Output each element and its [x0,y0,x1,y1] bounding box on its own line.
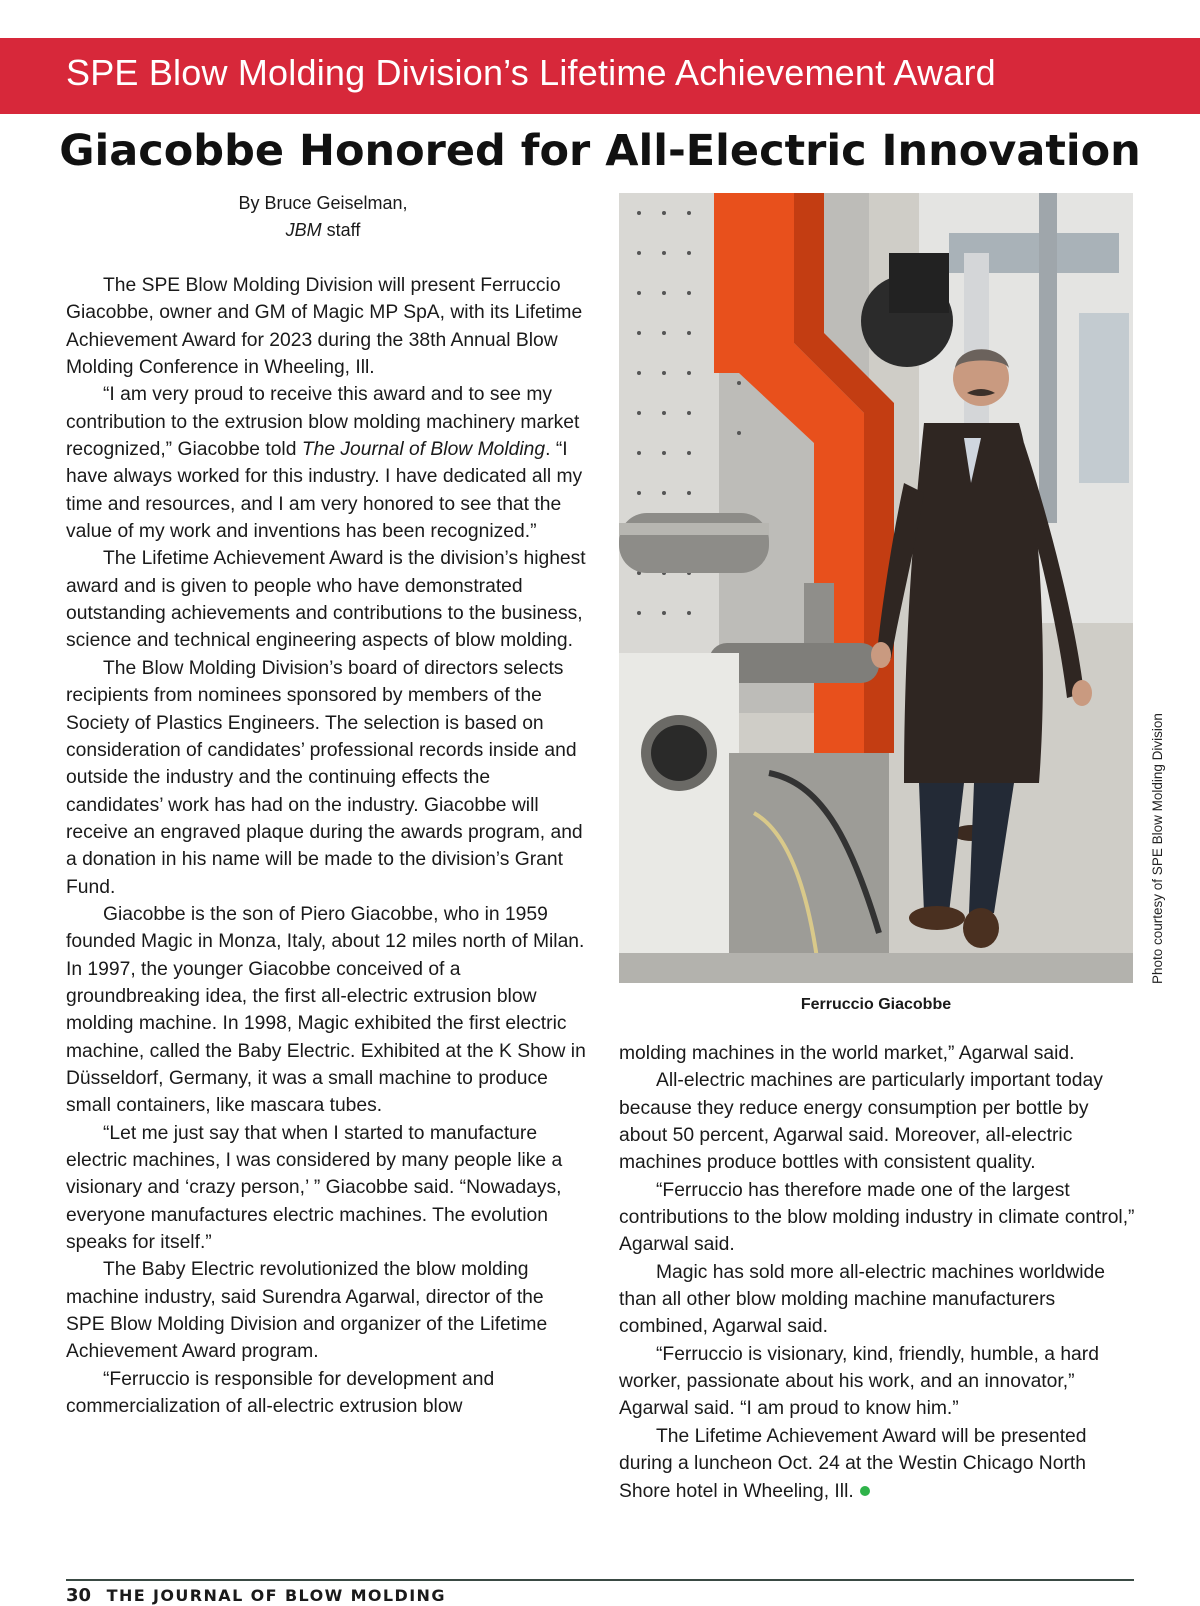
article-column-left [66,272,586,1420]
journal-title: THE JOURNAL OF BLOW MOLDING [106,1586,446,1605]
page-footer [66,1585,446,1606]
machine-photo-illustration [619,193,1133,983]
footer-divider [66,1579,1134,1581]
paragraph-text: . “I have always worked for this industry. I have dedicated all my time and resources, and I am very honored to see that the value of my work and inventions has been recognized.” [66,439,583,543]
paragraph: “Let me just say that when I started to manufacture electric machines, I was considered by many people like a visionary and ‘crazy person,’ ” Giacobbe said. “Nowadays, everyone manufactures electric machines. The evolution speaks for itself.” [66,1122,563,1254]
paragraph: “Ferruccio is responsible for development and commercialization of all-electric extrusion blow [66,1368,495,1418]
section-banner [0,38,1200,114]
paragraph-final [619,1423,1139,1505]
paragraph: The Baby Electric revolutionized the blow molding machine industry, said Surendra Agarwal, director of the SPE Blow Molding Division and organizer of the Lifetime Achievement Award program. [66,1259,548,1363]
paragraph-text: “I am very proud to receive this award and to see my contribution to the extrusion blow molding machinery market recognized,” Giacobbe told [66,384,580,461]
paragraph: The Blow Molding Division’s board of directors selects recipients from nominees sponsored by members of the Society of Plastics Engineers. The selection is based on consideration of candidates’ professional records inside and outside the industry and the continuing effects the candidates’ work has had on the industry. Giacobbe will receive an engraved plaque during the awards program, and a donation in his name will be made to the division’s Grant Fund. [66,657,583,898]
page-number: 30 [66,1585,92,1606]
byline-author: By Bruce Geiselman, [238,193,408,213]
byline-staff [200,217,446,244]
article-photo [619,193,1133,983]
article-headline: Giacobbe Honored for All-Electric Innovation [59,126,1141,176]
banner-text: SPE Blow Molding Division’s Lifetime Achievement Award [66,52,996,93]
article-column-right [619,1040,1139,1505]
photo-caption: Ferruccio Giacobbe [800,996,952,1013]
paragraph-text: The Lifetime Achievement Award will be presented during a luncheon Oct. 24 at the Westin Chicago North Shore hotel in Wheeling, Ill. [619,1425,1087,1502]
photo-credit: Photo courtesy of SPE Blow Molding Division [1150,713,1165,984]
paragraph: Giacobbe is the son of Piero Giacobbe, who in 1959 founded Magic in Monza, Italy, about 12 miles north of Milan. In 1997, the younger Giacobbe conceived of a groundbreaking idea, the first all-electric extrusion blow molding machine. In 1998, Magic exhibited the first electric machine, called the Baby Electric. Exhibited at the K Show in Düsseldorf, Germany, it was a small machine to produce small containers, like mascara tubes. [66,903,586,1117]
paragraph-quote [66,381,586,545]
paragraph: The Lifetime Achievement Award is the division’s highest award and is given to people who have demonstrated outstanding achievements and contributions to the business, science and technical engineering aspects of blow molding. [66,548,586,652]
paragraph: “Ferruccio has therefore made one of the largest contributions to the blow molding industry in climate control,” Agarwal said. [619,1179,1135,1256]
paragraph: Magic has sold more all-electric machines worldwide than all other blow molding machine manufacturers combined, Agarwal said. [619,1261,1105,1338]
byline-publication: JBM [285,220,322,240]
paragraph: molding machines in the world market,” Agarwal said. [619,1043,1075,1064]
paragraph: “Ferruccio is visionary, kind, friendly, humble, a hard worker, passionate about his work, and an innovator,” Agarwal said. “I am proud to know him.” [619,1343,1099,1420]
paragraph: The SPE Blow Molding Division will present Ferruccio Giacobbe, owner and GM of Magic MP SpA, with its Lifetime Achievement Award for 2023 during the 38th Annual Blow Molding Conference in Wheeling, Ill. [66,275,583,379]
end-mark-icon [860,1486,870,1496]
paragraph: All-electric machines are particularly important today because they reduce energy consumption per bottle by about 50 percent, Agarwal said. Moreover, all-electric machines produce bottles with consistent quality. [619,1070,1103,1174]
byline-role: staff [321,220,361,240]
journal-name: The Journal of Blow Molding [301,439,546,461]
byline [200,190,446,244]
